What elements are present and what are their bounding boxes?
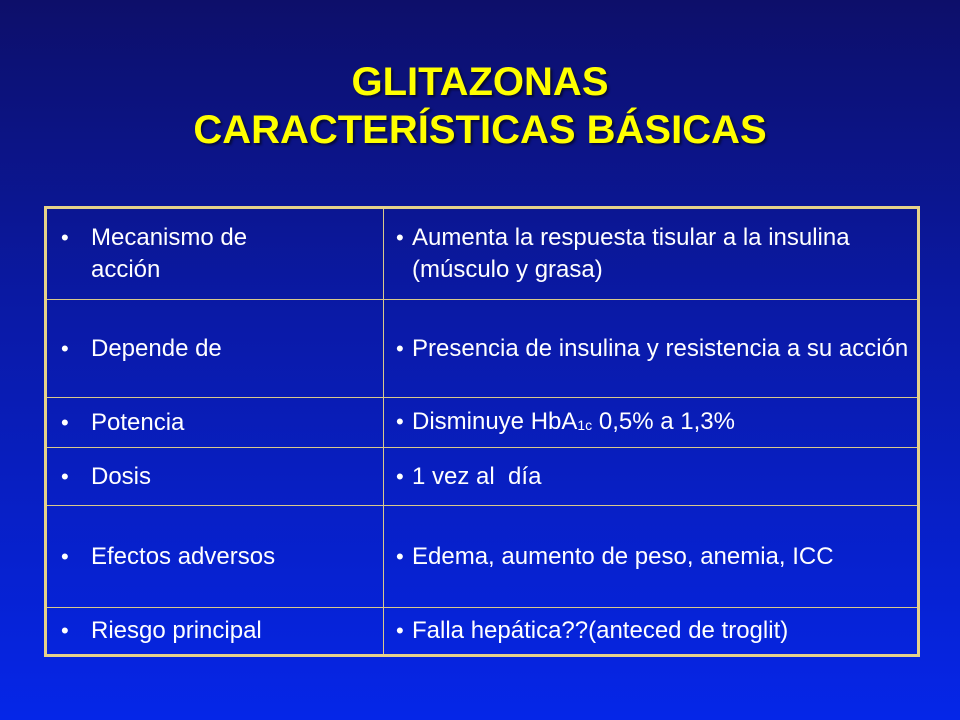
row-label: Dosis	[91, 462, 152, 490]
row-label-cell	[46, 506, 384, 608]
row-value: Aumenta la respuesta tisular a la insulina (músculo y grasa)	[412, 224, 850, 283]
bullet-icon: •	[396, 408, 404, 434]
row-value: 1 vez al día	[412, 462, 542, 490]
row-value-cell	[384, 300, 919, 398]
table-row	[46, 448, 919, 506]
slide-title	[0, 58, 960, 154]
value-subscript: 1c	[577, 416, 593, 433]
row-label-cell	[46, 398, 384, 448]
bullet-icon: •	[61, 618, 69, 643]
row-label: Mecanismo de acción	[91, 224, 248, 283]
bullet-icon: •	[396, 463, 404, 489]
bullet-icon: •	[396, 335, 404, 361]
row-value	[412, 406, 917, 440]
row-label: Potencia	[91, 408, 185, 436]
row-label: Riesgo principal	[91, 617, 262, 644]
row-value: Falla hepática??(anteced de troglit)	[412, 617, 789, 644]
bullet-icon: •	[61, 335, 69, 361]
value-prefix: Disminuye HbA	[412, 407, 578, 435]
bullet-icon: •	[61, 225, 69, 250]
row-label-cell	[46, 208, 384, 300]
row-value-cell	[384, 448, 919, 506]
row-value: Edema, aumento de peso, anemia, ICC	[412, 542, 834, 570]
table-row	[46, 608, 919, 656]
row-value-cell	[384, 506, 919, 608]
table-row	[46, 300, 919, 398]
title-line-1: GLITAZONAS	[351, 60, 609, 104]
bullet-icon: •	[61, 463, 69, 489]
row-label-cell	[46, 300, 384, 398]
title-line-2: CARACTERÍSTICAS BÁSICAS	[193, 108, 767, 152]
row-label: Efectos adversos	[91, 542, 276, 570]
row-value-cell	[384, 208, 919, 300]
row-label: Depende de	[91, 334, 222, 362]
table-row	[46, 208, 919, 300]
row-value-cell	[384, 398, 919, 448]
table-row	[46, 506, 919, 608]
bullet-icon: •	[396, 225, 404, 250]
row-label-cell	[46, 448, 384, 506]
bullet-icon: •	[61, 543, 69, 569]
bullet-icon: •	[396, 618, 404, 643]
row-value-cell	[384, 608, 919, 656]
row-value: Presencia de insulina y resistencia a su acción	[412, 334, 909, 362]
row-label-cell	[46, 608, 384, 656]
characteristics-table	[44, 206, 920, 657]
bullet-icon: •	[396, 543, 404, 569]
table-row	[46, 398, 919, 448]
bullet-icon: •	[61, 409, 69, 435]
value-suffix: 0,5% a 1,3%	[592, 407, 735, 435]
